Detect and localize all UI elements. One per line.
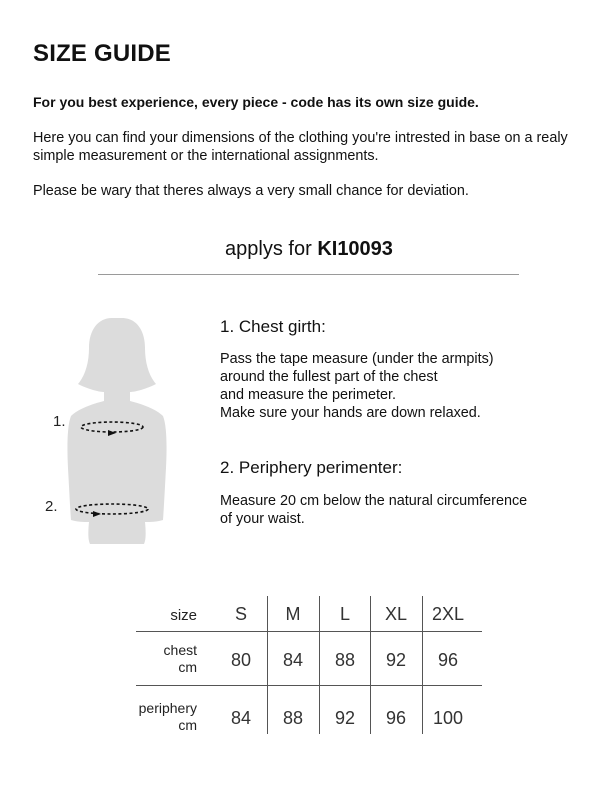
size-column-header: S xyxy=(234,604,247,624)
instruction-line: Make sure your hands are down relaxed. xyxy=(220,405,481,421)
deviation-note: Please be wary that theres always a very small chance for deviation. xyxy=(33,183,469,199)
female-silhouette-icon xyxy=(67,318,166,544)
instruction-line: of your waist. xyxy=(220,511,305,527)
page-title: SIZE GUIDE xyxy=(33,40,172,67)
chest-girth-instructions xyxy=(220,350,580,422)
table-cell: 88 xyxy=(334,650,356,670)
size-column-header: XL xyxy=(384,604,408,624)
instruction-line: and measure the perimeter. xyxy=(220,387,396,403)
table-cell: 84 xyxy=(230,708,252,728)
periphery-instructions xyxy=(220,492,580,528)
applies-for-line xyxy=(0,238,600,261)
table-row-label xyxy=(97,642,197,676)
measurement-figure xyxy=(40,308,190,548)
table-cell: 96 xyxy=(437,650,459,670)
product-code: KI10093 xyxy=(317,238,393,260)
applies-for-prefix: applys for xyxy=(225,238,318,260)
marker-1: 1. xyxy=(53,413,66,430)
chest-girth-heading: 1. Chest girth: xyxy=(220,317,326,336)
row-label-unit: cm xyxy=(178,717,197,733)
size-column-header: M xyxy=(285,604,301,624)
table-row-label xyxy=(97,700,197,734)
instruction-line: Pass the tape measure (under the armpits) xyxy=(220,351,494,367)
table-divider xyxy=(136,631,482,632)
table-cell: 80 xyxy=(230,650,252,670)
divider xyxy=(98,274,519,275)
size-table xyxy=(0,594,600,744)
size-header-label: size xyxy=(170,607,197,624)
table-divider xyxy=(136,685,482,686)
table-cell: 92 xyxy=(334,708,356,728)
size-column-header: L xyxy=(339,604,350,624)
intro-paragraph: Here you can find your dimensions of the clothing you're intrested in base on a realy simple measurement or the international assignments. xyxy=(33,130,568,164)
table-cell: 92 xyxy=(385,650,407,670)
instruction-line: around the fullest part of the chest xyxy=(220,369,438,385)
table-cell: 100 xyxy=(432,708,464,728)
row-label-name: chest xyxy=(163,642,197,658)
size-column-header: 2XL xyxy=(431,604,465,624)
row-label-unit: cm xyxy=(178,659,197,675)
table-cell: 84 xyxy=(282,650,304,670)
lead-text: For you best experience, every piece - code has its own size guide. xyxy=(33,94,479,110)
table-cell: 88 xyxy=(282,708,304,728)
marker-2: 2. xyxy=(45,498,58,515)
table-cell: 96 xyxy=(385,708,407,728)
periphery-heading: 2. Periphery perimenter: xyxy=(220,458,403,477)
instruction-line: Measure 20 cm below the natural circumference xyxy=(220,493,528,509)
row-label-name: periphery xyxy=(138,700,197,716)
